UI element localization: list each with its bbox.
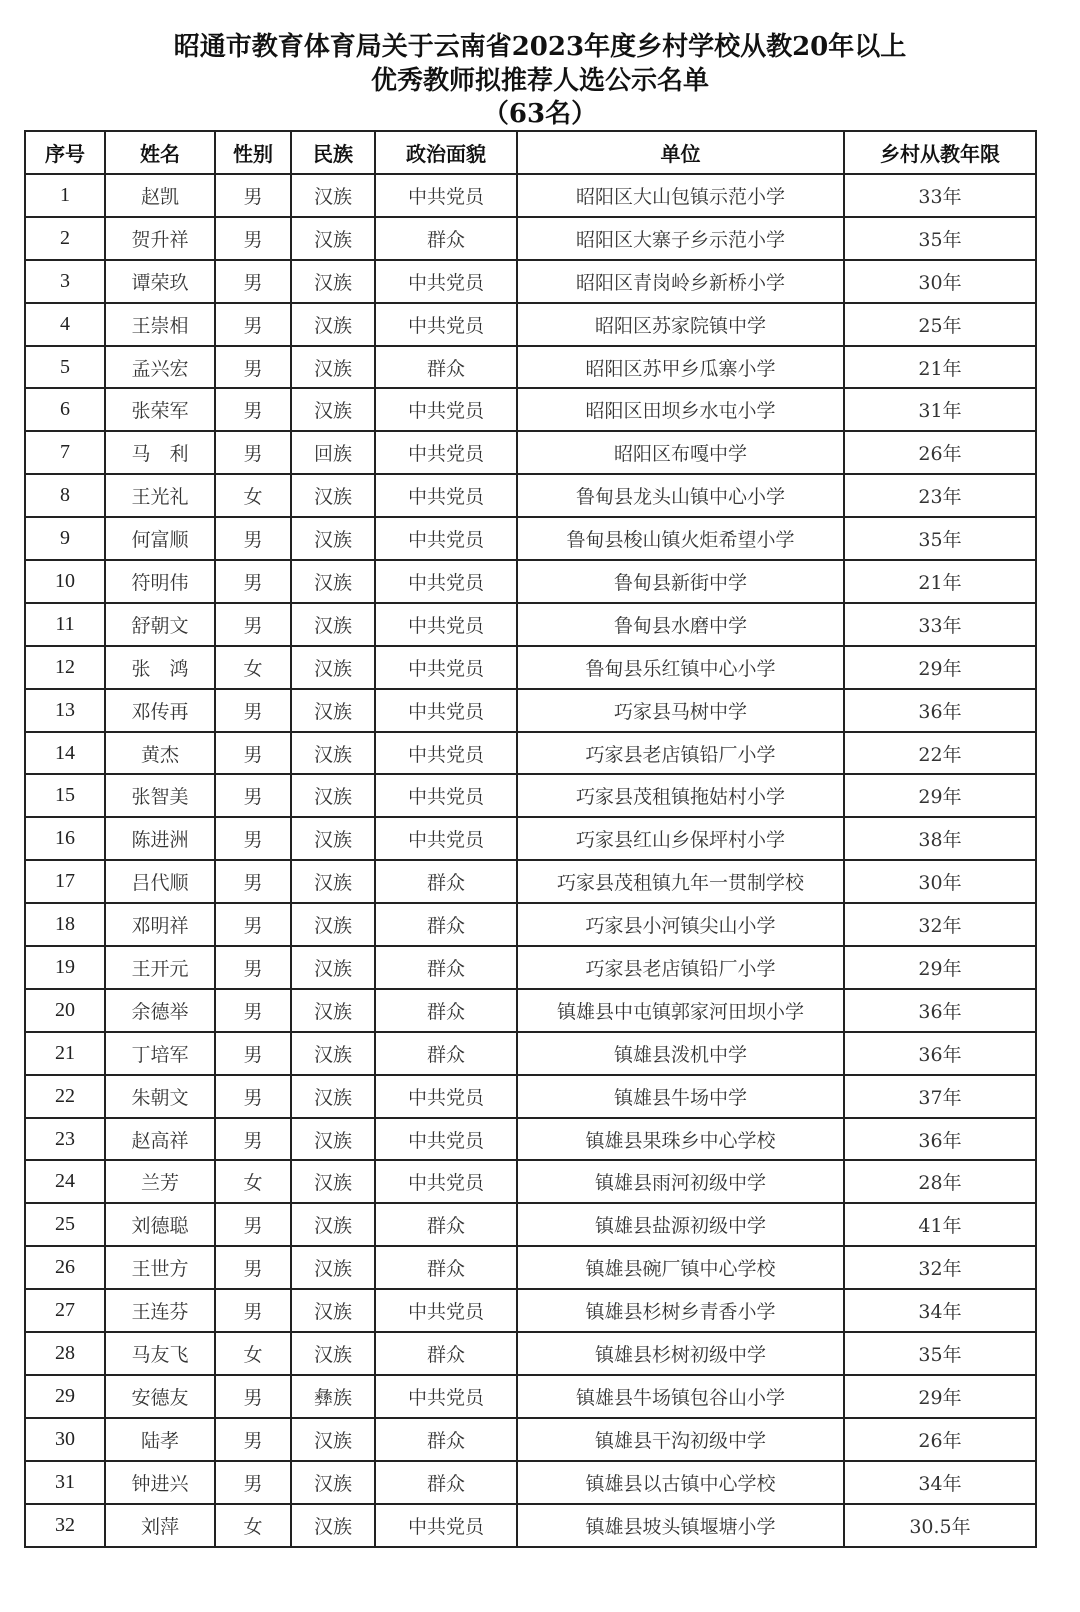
cell-name: 张智美	[105, 774, 215, 817]
cell-political-status: 中共党员	[375, 817, 517, 860]
cell-ethnicity: 汉族	[291, 1332, 375, 1375]
cell-ethnicity: 汉族	[291, 1246, 375, 1289]
cell-ethnicity: 汉族	[291, 1118, 375, 1161]
table-row	[25, 260, 1036, 303]
cell-ethnicity: 汉族	[291, 260, 375, 303]
cell-political-status: 中共党员	[375, 388, 517, 431]
cell-name: 何富顺	[105, 517, 215, 560]
cell-years: 36年	[844, 1118, 1036, 1161]
cell-ethnicity: 汉族	[291, 1160, 375, 1203]
cell-unit: 鲁甸县龙头山镇中心小学	[517, 474, 844, 517]
cell-years: 28年	[844, 1160, 1036, 1203]
cell-ethnicity: 汉族	[291, 303, 375, 346]
header-ethnicity: 民族	[291, 131, 375, 174]
cell-unit: 镇雄县中屯镇郭家河田坝小学	[517, 989, 844, 1032]
cell-index: 24	[25, 1160, 105, 1203]
cell-years: 35年	[844, 517, 1036, 560]
cell-name: 舒朝文	[105, 603, 215, 646]
cell-political-status: 中共党员	[375, 174, 517, 217]
cell-name: 马友飞	[105, 1332, 215, 1375]
cell-years: 21年	[844, 346, 1036, 389]
cell-political-status: 群众	[375, 1418, 517, 1461]
table-row	[25, 774, 1036, 817]
table-header-row	[25, 131, 1036, 174]
cell-years: 32年	[844, 1246, 1036, 1289]
table-row	[25, 474, 1036, 517]
cell-ethnicity: 汉族	[291, 817, 375, 860]
cell-unit: 镇雄县果珠乡中心学校	[517, 1118, 844, 1161]
cell-name: 黄杰	[105, 732, 215, 775]
cell-name: 王光礼	[105, 474, 215, 517]
cell-years: 36年	[844, 689, 1036, 732]
cell-gender: 男	[215, 431, 291, 474]
cell-gender: 男	[215, 1118, 291, 1161]
cell-name: 钟进兴	[105, 1461, 215, 1504]
cell-political-status: 群众	[375, 217, 517, 260]
cell-index: 17	[25, 860, 105, 903]
cell-ethnicity: 汉族	[291, 646, 375, 689]
cell-gender: 男	[215, 1246, 291, 1289]
cell-political-status: 群众	[375, 860, 517, 903]
cell-gender: 男	[215, 817, 291, 860]
cell-gender: 男	[215, 560, 291, 603]
cell-political-status: 中共党员	[375, 260, 517, 303]
table-row	[25, 1075, 1036, 1118]
cell-name: 安德友	[105, 1375, 215, 1418]
cell-index: 7	[25, 431, 105, 474]
table-row	[25, 346, 1036, 389]
cell-years: 37年	[844, 1075, 1036, 1118]
table-row	[25, 1375, 1036, 1418]
cell-unit: 昭阳区苏家院镇中学	[517, 303, 844, 346]
table-row	[25, 646, 1036, 689]
table-row	[25, 1118, 1036, 1161]
cell-years: 33年	[844, 174, 1036, 217]
cell-index: 3	[25, 260, 105, 303]
table-row	[25, 303, 1036, 346]
cell-political-status: 中共党员	[375, 474, 517, 517]
cell-name: 朱朝文	[105, 1075, 215, 1118]
table-row	[25, 946, 1036, 989]
table-row	[25, 689, 1036, 732]
cell-political-status: 群众	[375, 346, 517, 389]
cell-index: 6	[25, 388, 105, 431]
cell-name: 陈进洲	[105, 817, 215, 860]
cell-index: 19	[25, 946, 105, 989]
cell-political-status: 中共党员	[375, 1075, 517, 1118]
cell-years: 22年	[844, 732, 1036, 775]
table-row	[25, 903, 1036, 946]
cell-gender: 男	[215, 217, 291, 260]
table-row	[25, 388, 1036, 431]
cell-years: 26年	[844, 1418, 1036, 1461]
cell-unit: 镇雄县杉树初级中学	[517, 1332, 844, 1375]
cell-ethnicity: 汉族	[291, 346, 375, 389]
cell-unit: 巧家县茂租镇九年一贯制学校	[517, 860, 844, 903]
cell-gender: 女	[215, 474, 291, 517]
cell-years: 33年	[844, 603, 1036, 646]
table-body	[25, 174, 1036, 1547]
cell-gender: 男	[215, 303, 291, 346]
cell-years: 29年	[844, 646, 1036, 689]
cell-ethnicity: 汉族	[291, 732, 375, 775]
cell-ethnicity: 回族	[291, 431, 375, 474]
cell-political-status: 中共党员	[375, 646, 517, 689]
cell-gender: 男	[215, 774, 291, 817]
table-row	[25, 603, 1036, 646]
cell-ethnicity: 汉族	[291, 946, 375, 989]
cell-years: 30年	[844, 860, 1036, 903]
cell-political-status: 中共党员	[375, 431, 517, 474]
cell-gender: 男	[215, 689, 291, 732]
cell-gender: 男	[215, 946, 291, 989]
cell-index: 10	[25, 560, 105, 603]
cell-political-status: 中共党员	[375, 1160, 517, 1203]
cell-years: 29年	[844, 1375, 1036, 1418]
cell-name: 王开元	[105, 946, 215, 989]
cell-gender: 男	[215, 174, 291, 217]
header-political-status: 政治面貌	[375, 131, 517, 174]
cell-years: 30年	[844, 260, 1036, 303]
cell-index: 18	[25, 903, 105, 946]
cell-name: 邓明祥	[105, 903, 215, 946]
cell-years: 23年	[844, 474, 1036, 517]
table-row	[25, 174, 1036, 217]
cell-ethnicity: 汉族	[291, 603, 375, 646]
cell-index: 8	[25, 474, 105, 517]
cell-political-status: 群众	[375, 1332, 517, 1375]
cell-unit: 巧家县小河镇尖山小学	[517, 903, 844, 946]
header-unit: 单位	[517, 131, 844, 174]
cell-years: 26年	[844, 431, 1036, 474]
cell-index: 16	[25, 817, 105, 860]
cell-index: 11	[25, 603, 105, 646]
cell-index: 25	[25, 1203, 105, 1246]
cell-index: 13	[25, 689, 105, 732]
cell-index: 27	[25, 1289, 105, 1332]
cell-index: 29	[25, 1375, 105, 1418]
cell-unit: 巧家县老店镇铅厂小学	[517, 946, 844, 989]
cell-ethnicity: 汉族	[291, 1032, 375, 1075]
table-row	[25, 860, 1036, 903]
cell-political-status: 中共党员	[375, 1504, 517, 1547]
cell-political-status: 中共党员	[375, 560, 517, 603]
cell-name: 贺升祥	[105, 217, 215, 260]
cell-index: 32	[25, 1504, 105, 1547]
cell-name: 赵凯	[105, 174, 215, 217]
document-title-count: （63名）	[482, 99, 598, 129]
cell-political-status: 群众	[375, 989, 517, 1032]
cell-index: 20	[25, 989, 105, 1032]
cell-index: 26	[25, 1246, 105, 1289]
cell-gender: 男	[215, 346, 291, 389]
cell-ethnicity: 汉族	[291, 174, 375, 217]
cell-gender: 男	[215, 603, 291, 646]
cell-index: 15	[25, 774, 105, 817]
cell-unit: 昭阳区大寨子乡示范小学	[517, 217, 844, 260]
cell-gender: 男	[215, 1461, 291, 1504]
cell-unit: 昭阳区布嘎中学	[517, 431, 844, 474]
table-row	[25, 560, 1036, 603]
cell-ethnicity: 汉族	[291, 474, 375, 517]
cell-political-status: 群众	[375, 1246, 517, 1289]
cell-gender: 男	[215, 732, 291, 775]
cell-index: 2	[25, 217, 105, 260]
cell-years: 21年	[844, 560, 1036, 603]
cell-political-status: 中共党员	[375, 1118, 517, 1161]
table-row	[25, 1160, 1036, 1203]
cell-gender: 男	[215, 1032, 291, 1075]
cell-unit: 巧家县老店镇铅厂小学	[517, 732, 844, 775]
table-row	[25, 431, 1036, 474]
cell-name: 邓传再	[105, 689, 215, 732]
cell-unit: 昭阳区苏甲乡瓜寨小学	[517, 346, 844, 389]
cell-political-status: 中共党员	[375, 517, 517, 560]
cell-ethnicity: 汉族	[291, 774, 375, 817]
cell-ethnicity: 汉族	[291, 217, 375, 260]
cell-ethnicity: 汉族	[291, 1461, 375, 1504]
cell-gender: 男	[215, 1289, 291, 1332]
cell-ethnicity: 彝族	[291, 1375, 375, 1418]
table-row	[25, 1418, 1036, 1461]
cell-years: 36年	[844, 1032, 1036, 1075]
cell-index: 21	[25, 1032, 105, 1075]
cell-name: 余德举	[105, 989, 215, 1032]
cell-political-status: 中共党员	[375, 1375, 517, 1418]
cell-political-status: 中共党员	[375, 1289, 517, 1332]
cell-name: 赵高祥	[105, 1118, 215, 1161]
cell-name: 马 利	[105, 431, 215, 474]
cell-index: 12	[25, 646, 105, 689]
cell-unit: 镇雄县牛场镇包谷山小学	[517, 1375, 844, 1418]
table-row	[25, 989, 1036, 1032]
header-years: 乡村从教年限	[844, 131, 1036, 174]
table-row	[25, 1461, 1036, 1504]
cell-index: 4	[25, 303, 105, 346]
cell-name: 王崇相	[105, 303, 215, 346]
cell-ethnicity: 汉族	[291, 689, 375, 732]
cell-years: 29年	[844, 774, 1036, 817]
cell-name: 符明伟	[105, 560, 215, 603]
cell-name: 刘德聪	[105, 1203, 215, 1246]
cell-unit: 镇雄县牛场中学	[517, 1075, 844, 1118]
cell-ethnicity: 汉族	[291, 1075, 375, 1118]
cell-name: 孟兴宏	[105, 346, 215, 389]
cell-gender: 男	[215, 989, 291, 1032]
cell-unit: 巧家县红山乡保坪村小学	[517, 817, 844, 860]
table-row	[25, 217, 1036, 260]
cell-years: 29年	[844, 946, 1036, 989]
cell-unit: 巧家县茂租镇拖姑村小学	[517, 774, 844, 817]
cell-gender: 女	[215, 1160, 291, 1203]
cell-unit: 镇雄县碗厂镇中心学校	[517, 1246, 844, 1289]
cell-unit: 镇雄县雨河初级中学	[517, 1160, 844, 1203]
cell-name: 丁培军	[105, 1032, 215, 1075]
cell-unit: 镇雄县干沟初级中学	[517, 1418, 844, 1461]
cell-unit: 昭阳区青岗岭乡新桥小学	[517, 260, 844, 303]
cell-years: 36年	[844, 989, 1036, 1032]
cell-years: 32年	[844, 903, 1036, 946]
cell-gender: 男	[215, 517, 291, 560]
cell-political-status: 群众	[375, 1461, 517, 1504]
cell-index: 9	[25, 517, 105, 560]
cell-years: 41年	[844, 1203, 1036, 1246]
table-row	[25, 732, 1036, 775]
cell-gender: 女	[215, 1504, 291, 1547]
document-title-line1: 昭通市教育体育局关于云南省2023年度乡村学校从教20年以上	[173, 32, 907, 62]
cell-unit: 巧家县马树中学	[517, 689, 844, 732]
cell-gender: 男	[215, 1203, 291, 1246]
cell-years: 34年	[844, 1289, 1036, 1332]
cell-ethnicity: 汉族	[291, 1289, 375, 1332]
cell-political-status: 群众	[375, 1032, 517, 1075]
cell-index: 30	[25, 1418, 105, 1461]
cell-political-status: 中共党员	[375, 732, 517, 775]
cell-name: 陆孝	[105, 1418, 215, 1461]
cell-political-status: 中共党员	[375, 303, 517, 346]
cell-years: 34年	[844, 1461, 1036, 1504]
cell-years: 35年	[844, 1332, 1036, 1375]
cell-name: 张 鸿	[105, 646, 215, 689]
cell-unit: 昭阳区田坝乡水屯小学	[517, 388, 844, 431]
cell-index: 28	[25, 1332, 105, 1375]
cell-name: 刘萍	[105, 1504, 215, 1547]
cell-unit: 镇雄县坡头镇堰塘小学	[517, 1504, 844, 1547]
cell-years: 38年	[844, 817, 1036, 860]
cell-unit: 昭阳区大山包镇示范小学	[517, 174, 844, 217]
document-title-line2: 优秀教师拟推荐人选公示名单	[370, 66, 709, 96]
cell-index: 1	[25, 174, 105, 217]
cell-political-status: 中共党员	[375, 603, 517, 646]
cell-index: 22	[25, 1075, 105, 1118]
cell-years: 35年	[844, 217, 1036, 260]
cell-ethnicity: 汉族	[291, 517, 375, 560]
cell-index: 5	[25, 346, 105, 389]
cell-name: 王世方	[105, 1246, 215, 1289]
cell-unit: 镇雄县杉树乡青香小学	[517, 1289, 844, 1332]
cell-unit: 鲁甸县水磨中学	[517, 603, 844, 646]
cell-political-status: 中共党员	[375, 774, 517, 817]
cell-name: 吕代顺	[105, 860, 215, 903]
table-row	[25, 1032, 1036, 1075]
cell-years: 25年	[844, 303, 1036, 346]
cell-name: 谭荣玖	[105, 260, 215, 303]
cell-name: 张荣军	[105, 388, 215, 431]
cell-ethnicity: 汉族	[291, 388, 375, 431]
cell-gender: 男	[215, 860, 291, 903]
cell-political-status: 群众	[375, 1203, 517, 1246]
cell-gender: 男	[215, 388, 291, 431]
cell-index: 23	[25, 1118, 105, 1161]
table-row	[25, 1504, 1036, 1547]
cell-years: 30.5年	[844, 1504, 1036, 1547]
cell-political-status: 中共党员	[375, 689, 517, 732]
cell-ethnicity: 汉族	[291, 560, 375, 603]
cell-political-status: 群众	[375, 946, 517, 989]
cell-unit: 鲁甸县新街中学	[517, 560, 844, 603]
table-row	[25, 1289, 1036, 1332]
cell-name: 兰芳	[105, 1160, 215, 1203]
cell-unit: 镇雄县以古镇中心学校	[517, 1461, 844, 1504]
cell-gender: 男	[215, 260, 291, 303]
cell-political-status: 群众	[375, 903, 517, 946]
cell-unit: 鲁甸县乐红镇中心小学	[517, 646, 844, 689]
table-row	[25, 517, 1036, 560]
cell-index: 31	[25, 1461, 105, 1504]
header-gender: 性别	[215, 131, 291, 174]
cell-name: 王连芬	[105, 1289, 215, 1332]
header-name: 姓名	[105, 131, 215, 174]
header-index: 序号	[25, 131, 105, 174]
cell-unit: 镇雄县盐源初级中学	[517, 1203, 844, 1246]
cell-gender: 男	[215, 1375, 291, 1418]
cell-gender: 男	[215, 903, 291, 946]
cell-ethnicity: 汉族	[291, 1504, 375, 1547]
cell-unit: 镇雄县泼机中学	[517, 1032, 844, 1075]
cell-index: 14	[25, 732, 105, 775]
cell-ethnicity: 汉族	[291, 1418, 375, 1461]
cell-ethnicity: 汉族	[291, 860, 375, 903]
table-row	[25, 1203, 1036, 1246]
cell-ethnicity: 汉族	[291, 989, 375, 1032]
table-row	[25, 817, 1036, 860]
cell-unit: 鲁甸县梭山镇火炬希望小学	[517, 517, 844, 560]
cell-years: 31年	[844, 388, 1036, 431]
table-row	[25, 1246, 1036, 1289]
teacher-list-table	[24, 130, 1037, 1548]
cell-gender: 男	[215, 1075, 291, 1118]
table-row	[25, 1332, 1036, 1375]
cell-gender: 男	[215, 1418, 291, 1461]
cell-gender: 女	[215, 1332, 291, 1375]
cell-gender: 女	[215, 646, 291, 689]
cell-ethnicity: 汉族	[291, 1203, 375, 1246]
cell-ethnicity: 汉族	[291, 903, 375, 946]
